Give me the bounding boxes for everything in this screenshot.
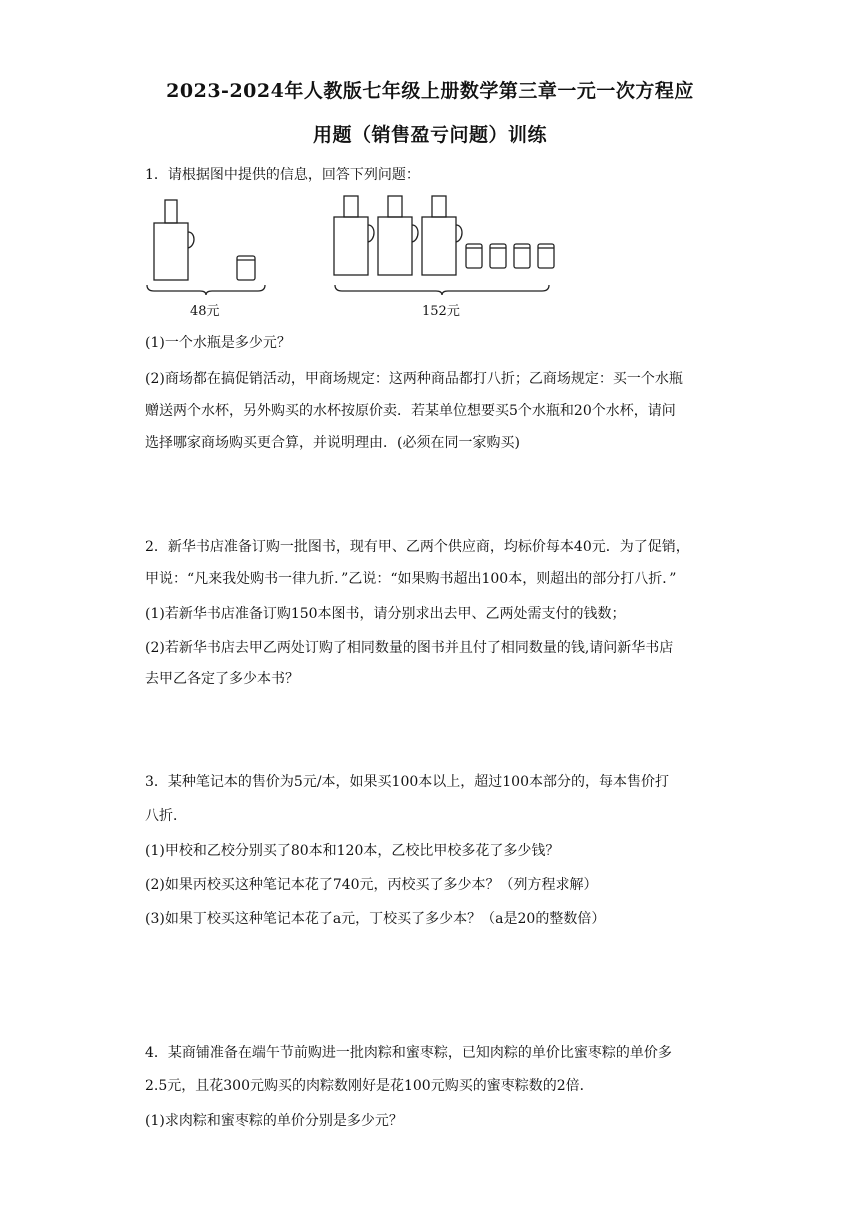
kettle-icon xyxy=(378,196,418,275)
cup-icon xyxy=(237,256,255,280)
right-brace xyxy=(335,285,549,295)
cup-icon xyxy=(466,244,482,268)
q2-part2-line1: (2)若新华书店去甲乙两处订购了相同数量的图书并且付了相同数量的钱,请问新华书店 xyxy=(145,640,674,656)
q3-part3: (3)如果丁校买这种笔记本花了a元，丁校买了多少本？（a是20的整数倍） xyxy=(145,911,606,927)
cup-icon xyxy=(514,244,530,268)
q1-part1: (1)一个水瓶是多少元？ xyxy=(145,335,291,351)
cup-icon xyxy=(490,244,506,268)
q1-stem: 1．请根据图中提供的信息，回答下列问题： xyxy=(145,167,420,183)
q3-line1: 3．某种笔记本的售价为5元/本，如果买100本以上，超过100本部分的，每本售价打 xyxy=(145,774,669,790)
q1-figure xyxy=(140,192,570,302)
title-line-1: 2023-2024年人教版七年级上册数学第三章一元一次方程应 xyxy=(166,80,694,102)
q1-part2-line1: (2)商场都在搞促销活动，甲商场规定：这两种商品都打八折；乙商场规定：买一个水瓶 xyxy=(145,371,683,387)
q2-part1: (1)若新华书店准备订购150本图书，请分别求出去甲、乙两处需支付的钱数； xyxy=(145,606,626,622)
left-brace xyxy=(147,285,265,295)
right-caption: 152元 xyxy=(422,304,460,319)
q4-line2: 2.5元，且花300元购买的肉粽数刚好是花100元购买的蜜枣粽数的2倍． xyxy=(145,1078,594,1094)
q1-part2-line3: 选择哪家商场购买更合算，并说明理由．(必须在同一家购买) xyxy=(145,435,520,451)
cup-icon xyxy=(538,244,554,268)
q1-part2-line2: 赠送两个水杯，另外购买的水杯按原价卖．若某单位想要买5个水瓶和20个水杯，请问 xyxy=(145,403,676,419)
kettle-icon xyxy=(422,196,462,275)
q3-line2: 八折． xyxy=(145,808,187,824)
q2-line2: 甲说：“凡来我处购书一律九折．”乙说：“如果购书超出100本，则超出的部分打八折．” xyxy=(145,571,677,587)
title-line-2: 用题（销售盈亏问题）训练 xyxy=(312,124,547,146)
q2-line1: 2．新华书店准备订购一批图书，现有甲、乙两个供应商，均标价每本40元．为了促销， xyxy=(145,539,690,555)
left-caption: 48元 xyxy=(190,304,220,319)
q4-part1: (1)求肉粽和蜜枣粽的单价分别是多少元？ xyxy=(145,1113,403,1129)
q2-part2-line2: 去甲乙各定了多少本书？ xyxy=(145,671,299,687)
q4-line1: 4．某商铺准备在端午节前购进一批肉粽和蜜枣粽，已知肉粽的单价比蜜枣粽的单价多 xyxy=(145,1045,672,1061)
q3-part2: (2)如果丙校买这种笔记本花了740元，丙校买了多少本？（列方程求解） xyxy=(145,877,598,893)
kettle-icon xyxy=(154,200,194,280)
q3-part1: (1)甲校和乙校分别买了80本和120本，乙校比甲校多花了多少钱？ xyxy=(145,843,560,859)
kettle-icon xyxy=(334,196,374,275)
